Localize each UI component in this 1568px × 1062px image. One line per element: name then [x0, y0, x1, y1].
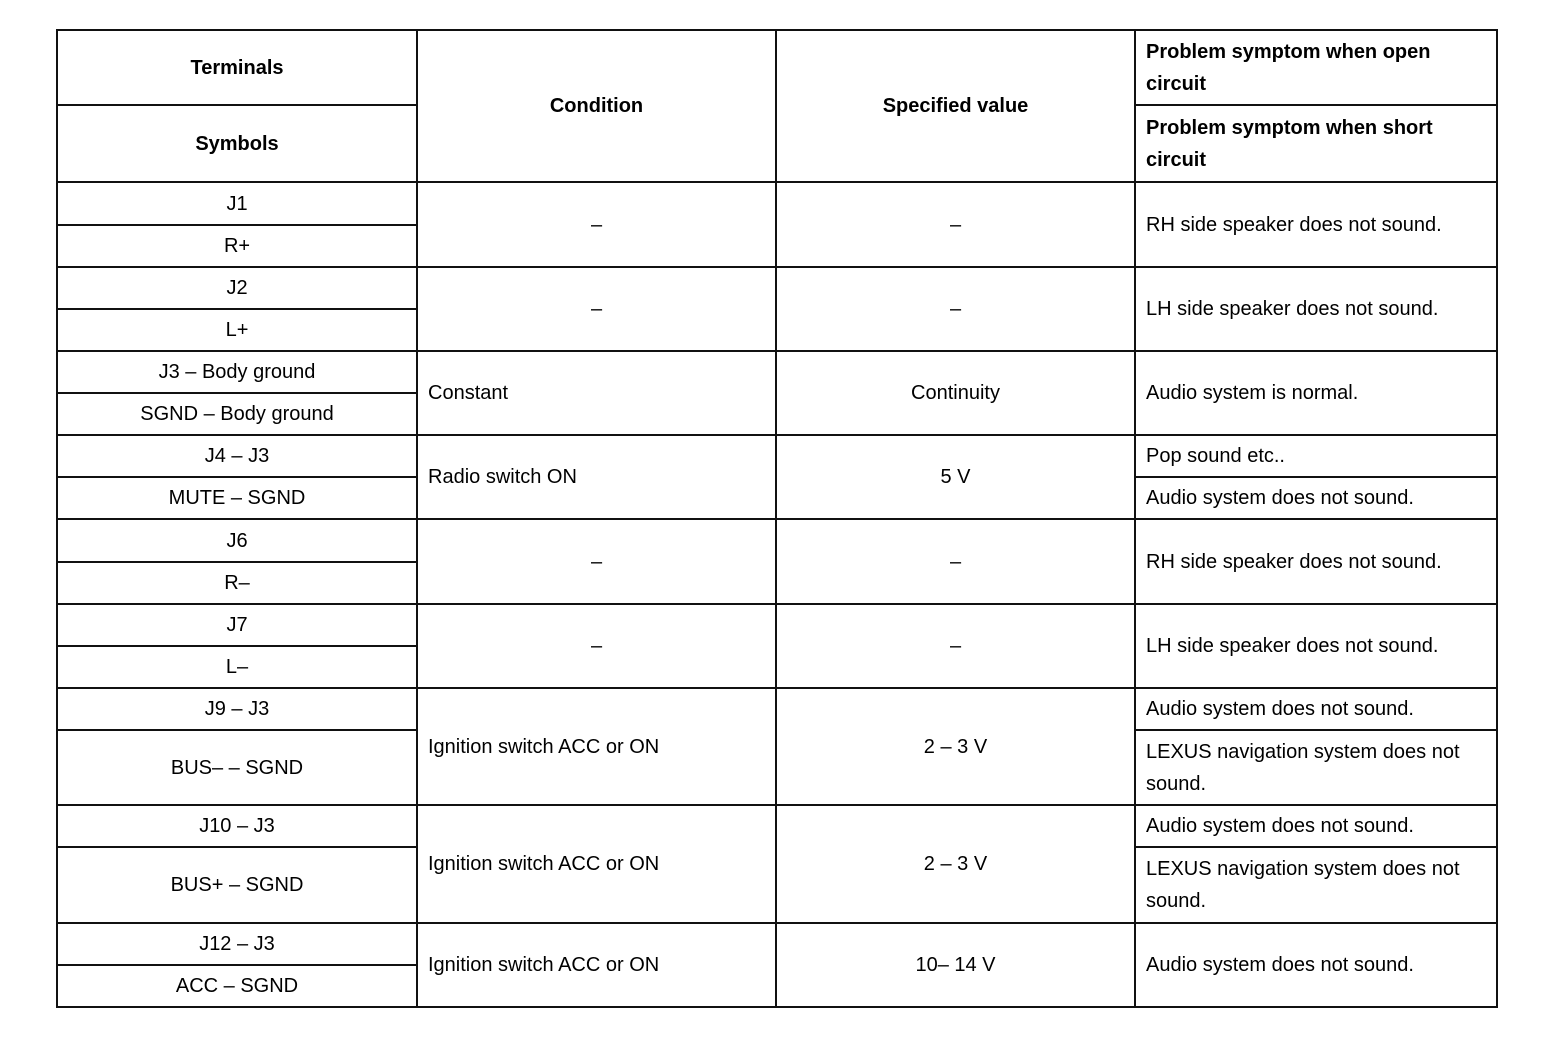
terminal-cell: J9 – J3: [57, 688, 417, 730]
symptom-cell: LH side speaker does not sound.: [1135, 267, 1497, 351]
symptom-cell: Audio system is normal.: [1135, 351, 1497, 435]
terminal-cell: J10 – J3: [57, 805, 417, 847]
symptom-cell: Audio system does not sound.: [1135, 923, 1497, 1007]
header-symbols: Symbols: [57, 105, 417, 182]
symptom-short-cell: LEXUS navigation system does not sound.: [1135, 847, 1497, 922]
symptom-open-cell: Pop sound etc..: [1135, 435, 1497, 477]
symptom-open-cell: Audio system does not sound.: [1135, 805, 1497, 847]
terminal-cell: J2: [57, 267, 417, 309]
header-open-circuit: Problem symptom when open circuit: [1135, 30, 1497, 105]
table-row: [57, 519, 1497, 561]
symptom-cell: RH side speaker does not sound.: [1135, 519, 1497, 603]
table-row: [57, 435, 1497, 477]
symbol-cell: BUS+ – SGND: [57, 847, 417, 922]
header-condition: Condition: [417, 30, 776, 182]
table-row: [57, 688, 1497, 730]
condition-cell: Ignition switch ACC or ON: [417, 688, 776, 805]
header-short-circuit: Problem symptom when short circuit: [1135, 105, 1497, 182]
symptom-cell: LH side speaker does not sound.: [1135, 604, 1497, 688]
terminal-spec-table: [56, 29, 1498, 1008]
value-cell: 10– 14 V: [776, 923, 1135, 1007]
terminal-cell: J7: [57, 604, 417, 646]
header-terminals: Terminals: [57, 30, 417, 105]
condition-cell: –: [417, 604, 776, 688]
header-specified-value: Specified value: [776, 30, 1135, 182]
symbol-cell: L+: [57, 309, 417, 351]
value-cell: 5 V: [776, 435, 1135, 519]
symptom-short-cell: LEXUS navigation system does not sound.: [1135, 730, 1497, 805]
table-row: [57, 267, 1497, 309]
value-cell: –: [776, 267, 1135, 351]
condition-cell: –: [417, 182, 776, 266]
symbol-cell: L–: [57, 646, 417, 688]
symptom-short-cell: Audio system does not sound.: [1135, 477, 1497, 519]
condition-cell: Radio switch ON: [417, 435, 776, 519]
condition-cell: –: [417, 519, 776, 603]
header-row: [57, 30, 1497, 105]
value-cell: Continuity: [776, 351, 1135, 435]
symbol-cell: MUTE – SGND: [57, 477, 417, 519]
value-cell: –: [776, 519, 1135, 603]
symbol-cell: SGND – Body ground: [57, 393, 417, 435]
symptom-cell: RH side speaker does not sound.: [1135, 182, 1497, 266]
table-row: [57, 923, 1497, 965]
symbol-cell: BUS– – SGND: [57, 730, 417, 805]
condition-cell: –: [417, 267, 776, 351]
condition-cell: Constant: [417, 351, 776, 435]
table-row: [57, 182, 1497, 224]
symbol-cell: R+: [57, 225, 417, 267]
symptom-open-cell: Audio system does not sound.: [1135, 688, 1497, 730]
symbol-cell: R–: [57, 562, 417, 604]
value-cell: –: [776, 182, 1135, 266]
value-cell: –: [776, 604, 1135, 688]
table-row: [57, 805, 1497, 847]
terminal-cell: J6: [57, 519, 417, 561]
terminal-cell: J4 – J3: [57, 435, 417, 477]
value-cell: 2 – 3 V: [776, 688, 1135, 805]
terminal-cell: J3 – Body ground: [57, 351, 417, 393]
value-cell: 2 – 3 V: [776, 805, 1135, 922]
symbol-cell: ACC – SGND: [57, 965, 417, 1007]
condition-cell: Ignition switch ACC or ON: [417, 923, 776, 1007]
terminal-cell: J12 – J3: [57, 923, 417, 965]
terminal-cell: J1: [57, 182, 417, 224]
table-row: [57, 351, 1497, 393]
condition-cell: Ignition switch ACC or ON: [417, 805, 776, 922]
table-row: [57, 604, 1497, 646]
